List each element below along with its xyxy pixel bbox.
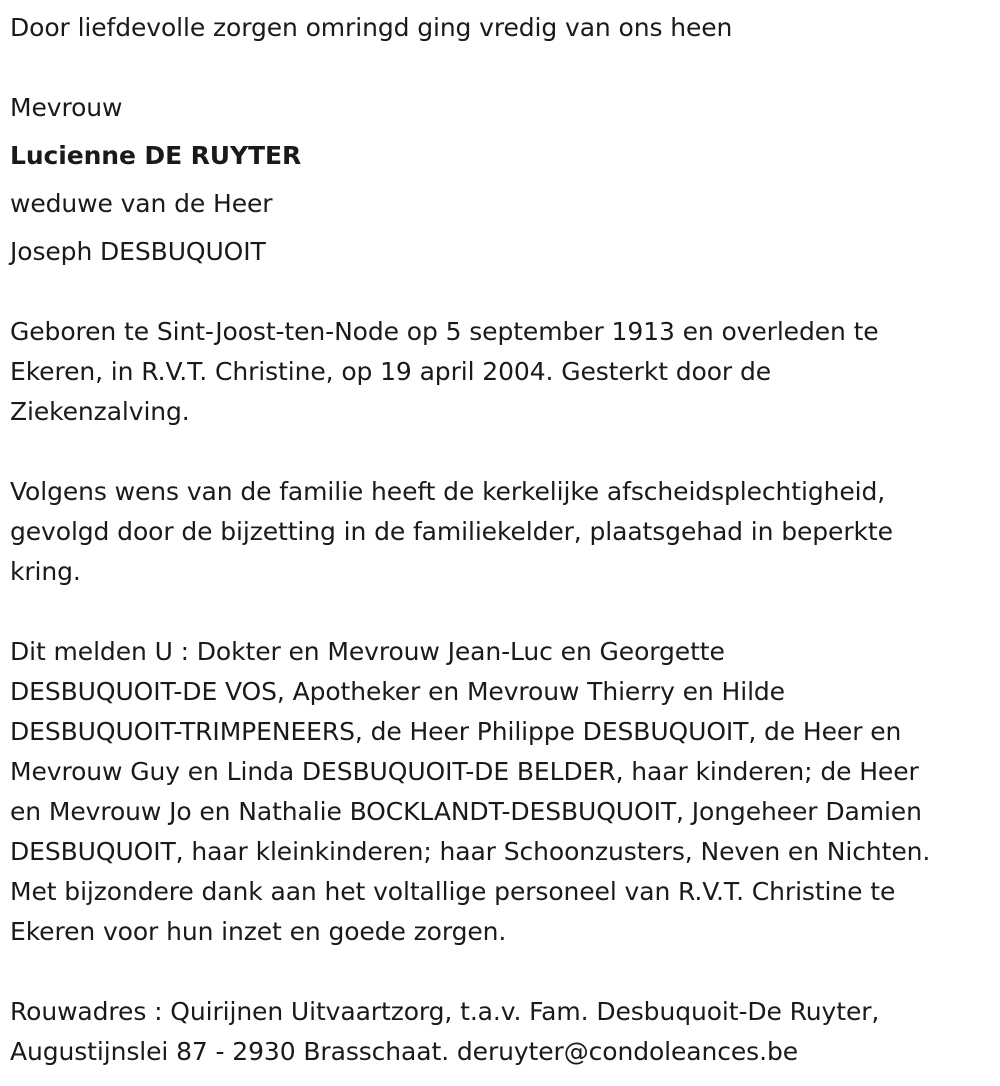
paragraph-line: DESBUQUOIT-TRIMPENEERS, de Heer Philippe DESBUQUOIT, de Heer en (10, 717, 902, 746)
paragraph-line: Geboren te Sint-Joost-ten-Node op 5 september 1913 en overleden te (10, 317, 879, 346)
paragraph-line: Met bijzondere dank aan het voltallige personeel van R.V.T. Christine te (10, 877, 896, 906)
birth-death-paragraph (10, 312, 995, 432)
paragraph-line: Ekeren, in R.V.T. Christine, op 19 april 2004. Gesterkt door de (10, 357, 772, 386)
ceremony-paragraph (10, 472, 995, 592)
deceased-name: Lucienne DE RUYTER (10, 141, 302, 170)
paragraph-line: kring. (10, 557, 81, 586)
paragraph-line: Volgens wens van de familie heeft de kerkelijke afscheidsplechtigheid, (10, 477, 886, 506)
paragraph-line: Ziekenzalving. (10, 397, 190, 426)
paragraph-line: DESBUQUOIT, haar kleinkinderen; haar Schoonzusters, Neven en Nichten. (10, 837, 931, 866)
obituary-document (10, 8, 995, 1072)
spouse-name: Joseph DESBUQUOIT (10, 237, 266, 266)
paragraph-line: en Mevrouw Jo en Nathalie BOCKLANDT-DESBUQUOIT, Jongeheer Damien (10, 797, 922, 826)
paragraph-line: Mevrouw Guy en Linda DESBUQUOIT-DE BELDER, haar kinderen; de Heer (10, 757, 919, 786)
title-line: Mevrouw (10, 93, 123, 122)
paragraph-line: gevolgd door de bijzetting in de familiekelder, plaatsgehad in beperkte (10, 517, 893, 546)
paragraph-line: Augustijnslei 87 - 2930 Brasschaat. deruyter@condoleances.be (10, 1037, 799, 1066)
widow-line: weduwe van de Heer (10, 189, 273, 218)
paragraph-line: Dit melden U : Dokter en Mevrouw Jean-Luc en Georgette (10, 637, 725, 666)
paragraph-line: Rouwadres : Quirijnen Uitvaartzorg, t.a.v. Fam. Desbuquoit-De Ruyter, (10, 997, 880, 1026)
paragraph-line: Ekeren voor hun inzet en goede zorgen. (10, 917, 507, 946)
family-paragraph (10, 632, 995, 952)
opening-line: Door liefdevolle zorgen omringd ging vredig van ons heen (10, 13, 733, 42)
address-paragraph (10, 992, 995, 1072)
paragraph-line: DESBUQUOIT-DE VOS, Apotheker en Mevrouw Thierry en Hilde (10, 677, 785, 706)
